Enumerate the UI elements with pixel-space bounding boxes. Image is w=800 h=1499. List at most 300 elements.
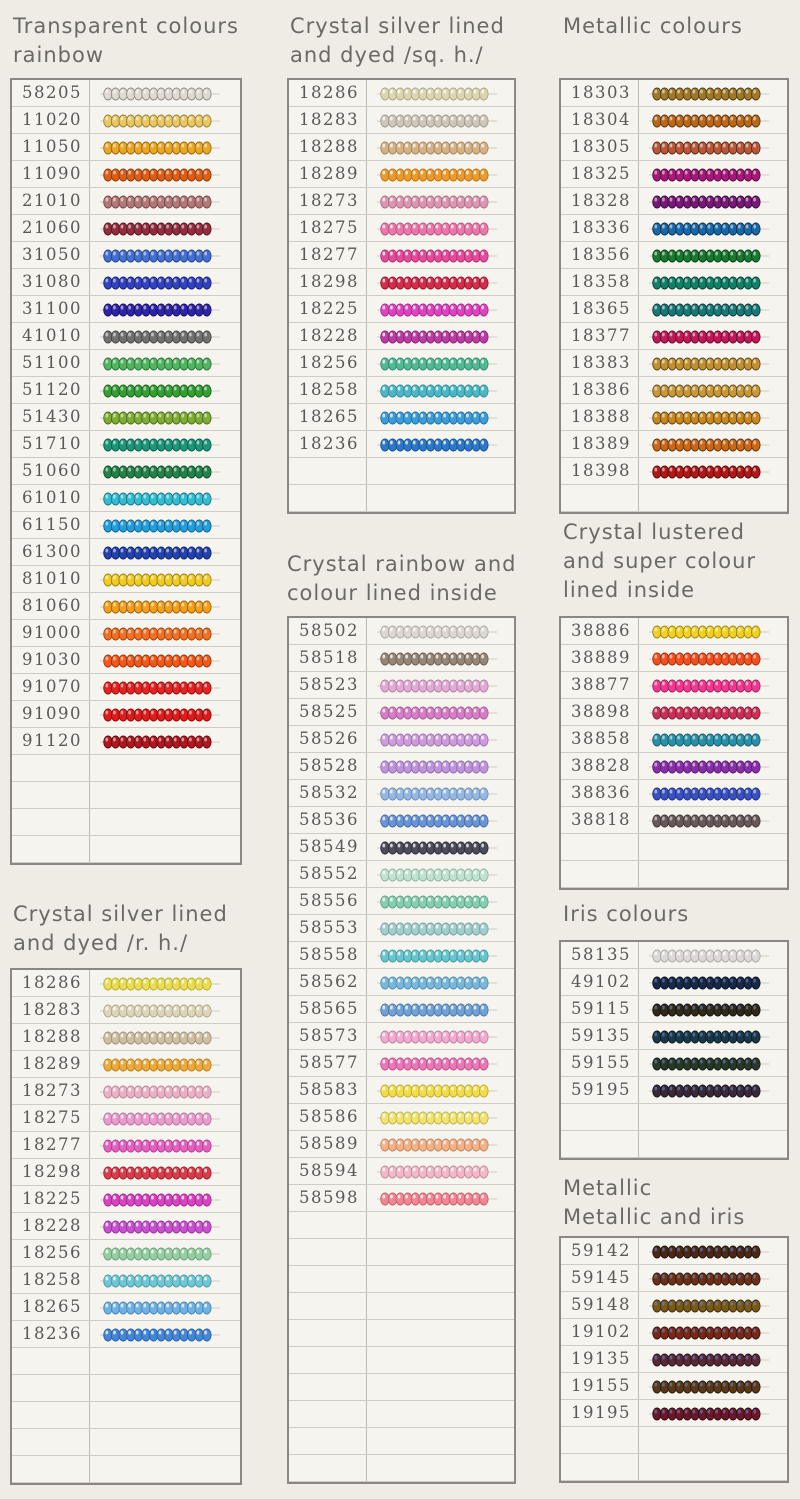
color-code bbox=[561, 1131, 639, 1157]
color-code bbox=[289, 1212, 367, 1238]
color-table bbox=[559, 940, 789, 1160]
bead-sample bbox=[367, 323, 514, 349]
color-row bbox=[12, 1078, 240, 1105]
color-code: 58518 bbox=[289, 645, 367, 671]
color-row bbox=[561, 188, 787, 215]
color-table bbox=[287, 616, 516, 1484]
color-row bbox=[12, 242, 240, 269]
bead-strand-swatch bbox=[377, 1056, 497, 1072]
color-code: 18303 bbox=[561, 80, 639, 106]
bead-sample bbox=[367, 1023, 514, 1049]
bead-sample bbox=[90, 809, 240, 835]
bead-sample bbox=[639, 350, 787, 376]
color-code bbox=[289, 1428, 367, 1454]
bead-strand-swatch bbox=[377, 705, 497, 721]
bead-strand-swatch bbox=[377, 759, 497, 775]
bead-strand-swatch bbox=[649, 1325, 769, 1341]
bead-strand-swatch bbox=[100, 1138, 220, 1154]
color-code bbox=[289, 458, 367, 484]
color-row bbox=[289, 323, 514, 350]
bead-strand-swatch bbox=[100, 1273, 220, 1289]
color-row bbox=[561, 134, 787, 161]
bead-sample bbox=[367, 1212, 514, 1238]
color-code: 61010 bbox=[12, 485, 90, 511]
color-code: 91000 bbox=[12, 620, 90, 646]
bead-strand-swatch bbox=[377, 410, 497, 426]
bead-sample bbox=[367, 1131, 514, 1157]
color-row bbox=[561, 1077, 787, 1104]
section-title bbox=[13, 900, 242, 958]
bead-strand-swatch bbox=[100, 734, 220, 750]
bead-sample bbox=[90, 1375, 240, 1401]
bead-sample bbox=[367, 969, 514, 995]
color-code: 19102 bbox=[561, 1319, 639, 1345]
bead-strand-swatch bbox=[649, 1002, 769, 1018]
color-code bbox=[289, 485, 367, 511]
section-title bbox=[287, 550, 516, 608]
bead-sample bbox=[367, 1077, 514, 1103]
color-code bbox=[289, 1401, 367, 1427]
color-code: 18277 bbox=[289, 242, 367, 268]
bead-strand-swatch bbox=[377, 437, 497, 453]
empty-row bbox=[12, 1429, 240, 1456]
bead-sample bbox=[639, 1427, 787, 1453]
color-code: 19135 bbox=[561, 1346, 639, 1372]
color-code bbox=[12, 1348, 90, 1374]
color-code: 59155 bbox=[561, 1050, 639, 1076]
bead-sample bbox=[639, 699, 787, 725]
color-code: 58562 bbox=[289, 969, 367, 995]
bead-sample bbox=[639, 188, 787, 214]
color-row bbox=[289, 269, 514, 296]
color-code: 59135 bbox=[561, 1023, 639, 1049]
title-line: and dyed /sq. h./ bbox=[290, 43, 484, 67]
bead-strand-swatch bbox=[649, 383, 769, 399]
bead-sample bbox=[639, 1023, 787, 1049]
color-code: 58583 bbox=[289, 1077, 367, 1103]
color-row bbox=[561, 377, 787, 404]
bead-sample bbox=[367, 996, 514, 1022]
bead-strand-swatch bbox=[100, 518, 220, 534]
bead-sample bbox=[90, 134, 240, 160]
color-code bbox=[12, 1375, 90, 1401]
color-code: 61300 bbox=[12, 539, 90, 565]
color-table bbox=[559, 78, 789, 514]
bead-sample bbox=[367, 242, 514, 268]
bead-strand-swatch bbox=[377, 948, 497, 964]
bead-strand-swatch bbox=[649, 329, 769, 345]
bead-strand-swatch bbox=[649, 1271, 769, 1287]
color-row bbox=[561, 161, 787, 188]
color-row bbox=[561, 942, 787, 969]
color-code: 11020 bbox=[12, 107, 90, 133]
bead-sample bbox=[639, 377, 787, 403]
bead-sample bbox=[367, 1185, 514, 1211]
color-code bbox=[12, 1456, 90, 1482]
color-row bbox=[289, 753, 514, 780]
color-row bbox=[289, 80, 514, 107]
color-code: 18256 bbox=[289, 350, 367, 376]
color-row bbox=[561, 323, 787, 350]
bead-strand-swatch bbox=[377, 86, 497, 102]
color-code: 18328 bbox=[561, 188, 639, 214]
bead-sample bbox=[90, 269, 240, 295]
color-code: 58556 bbox=[289, 888, 367, 914]
color-row bbox=[12, 1051, 240, 1078]
color-code: 18256 bbox=[12, 1240, 90, 1266]
color-row bbox=[12, 1213, 240, 1240]
bead-sample bbox=[367, 834, 514, 860]
color-code: 21060 bbox=[12, 215, 90, 241]
color-row bbox=[289, 1185, 514, 1212]
color-row bbox=[289, 699, 514, 726]
bead-strand-swatch bbox=[100, 167, 220, 183]
bead-sample bbox=[90, 647, 240, 673]
bead-strand-swatch bbox=[649, 1056, 769, 1072]
bead-sample bbox=[367, 1050, 514, 1076]
empty-row bbox=[12, 1402, 240, 1429]
bead-sample bbox=[90, 80, 240, 106]
empty-row bbox=[289, 1320, 514, 1347]
color-code: 58135 bbox=[561, 942, 639, 968]
color-row bbox=[12, 1240, 240, 1267]
bead-sample bbox=[639, 807, 787, 833]
bead-strand-swatch bbox=[377, 113, 497, 129]
color-code: 18283 bbox=[289, 107, 367, 133]
color-table bbox=[10, 78, 242, 865]
color-code: 51120 bbox=[12, 377, 90, 403]
bead-sample bbox=[367, 1428, 514, 1454]
bead-strand-swatch bbox=[649, 140, 769, 156]
color-code: 58573 bbox=[289, 1023, 367, 1049]
color-code: 18275 bbox=[289, 215, 367, 241]
bead-sample bbox=[90, 431, 240, 457]
color-row bbox=[289, 431, 514, 458]
color-row bbox=[561, 1050, 787, 1077]
color-row bbox=[12, 215, 240, 242]
bead-sample bbox=[367, 1104, 514, 1130]
bead-strand-swatch bbox=[649, 464, 769, 480]
color-row bbox=[289, 726, 514, 753]
color-code: 59142 bbox=[561, 1238, 639, 1264]
bead-strand-swatch bbox=[377, 786, 497, 802]
bead-strand-swatch bbox=[649, 1379, 769, 1395]
bead-sample bbox=[639, 323, 787, 349]
bead-strand-swatch bbox=[377, 921, 497, 937]
bead-sample bbox=[367, 726, 514, 752]
color-code: 49102 bbox=[561, 969, 639, 995]
bead-strand-swatch bbox=[100, 1057, 220, 1073]
color-code: 18298 bbox=[12, 1159, 90, 1185]
color-code: 11050 bbox=[12, 134, 90, 160]
title-line: Metallic colours bbox=[563, 14, 743, 38]
color-row bbox=[12, 269, 240, 296]
title-line: Crystal lustered bbox=[563, 520, 745, 544]
color-row bbox=[289, 645, 514, 672]
bead-sample bbox=[367, 699, 514, 725]
bead-sample bbox=[639, 996, 787, 1022]
color-code: 38889 bbox=[561, 645, 639, 671]
bead-sample bbox=[90, 836, 240, 862]
bead-strand-swatch bbox=[377, 383, 497, 399]
color-row bbox=[12, 997, 240, 1024]
color-row bbox=[561, 1373, 787, 1400]
section-title bbox=[13, 12, 242, 70]
color-code bbox=[561, 834, 639, 860]
bead-strand-swatch bbox=[377, 1002, 497, 1018]
bead-strand-swatch bbox=[100, 1219, 220, 1235]
color-code: 58526 bbox=[289, 726, 367, 752]
bead-strand-swatch bbox=[649, 194, 769, 210]
color-code: 58528 bbox=[289, 753, 367, 779]
bead-sample bbox=[639, 431, 787, 457]
bead-strand-swatch bbox=[649, 975, 769, 991]
bead-sample bbox=[639, 753, 787, 779]
color-code: 18275 bbox=[12, 1105, 90, 1131]
empty-row bbox=[561, 1454, 787, 1481]
empty-row bbox=[289, 1401, 514, 1428]
bead-strand-swatch bbox=[100, 1192, 220, 1208]
color-row bbox=[289, 1050, 514, 1077]
color-code: 18298 bbox=[289, 269, 367, 295]
color-row bbox=[12, 404, 240, 431]
bead-sample bbox=[90, 566, 240, 592]
bead-sample bbox=[90, 161, 240, 187]
bead-strand-swatch bbox=[100, 1327, 220, 1343]
color-code: 18336 bbox=[561, 215, 639, 241]
color-row bbox=[289, 1104, 514, 1131]
bead-strand-swatch bbox=[377, 329, 497, 345]
bead-sample bbox=[90, 997, 240, 1023]
color-code: 38898 bbox=[561, 699, 639, 725]
color-code: 38828 bbox=[561, 753, 639, 779]
color-code: 18289 bbox=[289, 161, 367, 187]
color-code: 31100 bbox=[12, 296, 90, 322]
title-line: rainbow bbox=[13, 43, 104, 67]
bead-strand-swatch bbox=[649, 948, 769, 964]
color-row bbox=[561, 404, 787, 431]
bead-strand-swatch bbox=[100, 302, 220, 318]
color-code: 41010 bbox=[12, 323, 90, 349]
bead-strand-swatch bbox=[649, 705, 769, 721]
empty-row bbox=[561, 834, 787, 861]
empty-row bbox=[12, 1456, 240, 1483]
color-code bbox=[289, 1239, 367, 1265]
bead-strand-swatch bbox=[649, 651, 769, 667]
bead-strand-swatch bbox=[649, 624, 769, 640]
color-row bbox=[289, 915, 514, 942]
bead-strand-swatch bbox=[377, 302, 497, 318]
color-code: 91090 bbox=[12, 701, 90, 727]
bead-strand-swatch bbox=[377, 651, 497, 667]
section-title bbox=[563, 900, 789, 929]
color-code: 58502 bbox=[289, 618, 367, 644]
bead-strand-swatch bbox=[100, 1300, 220, 1316]
color-row bbox=[12, 80, 240, 107]
color-code: 38818 bbox=[561, 807, 639, 833]
color-code bbox=[561, 861, 639, 887]
color-code bbox=[289, 1455, 367, 1481]
bead-sample bbox=[90, 1321, 240, 1347]
color-code: 18358 bbox=[561, 269, 639, 295]
bead-strand-swatch bbox=[100, 464, 220, 480]
bead-sample bbox=[367, 753, 514, 779]
color-row bbox=[561, 80, 787, 107]
color-row bbox=[12, 458, 240, 485]
bead-strand-swatch bbox=[100, 572, 220, 588]
bead-sample bbox=[367, 780, 514, 806]
bead-strand-swatch bbox=[649, 1029, 769, 1045]
color-code bbox=[561, 485, 639, 511]
title-line: lined inside bbox=[563, 578, 696, 602]
color-row bbox=[289, 350, 514, 377]
bead-sample bbox=[639, 1373, 787, 1399]
color-row bbox=[12, 1024, 240, 1051]
bead-sample bbox=[90, 1294, 240, 1320]
bead-strand-swatch bbox=[100, 545, 220, 561]
color-row bbox=[12, 134, 240, 161]
bead-sample bbox=[367, 1158, 514, 1184]
bead-sample bbox=[90, 539, 240, 565]
color-code: 18225 bbox=[289, 296, 367, 322]
bead-sample bbox=[367, 107, 514, 133]
color-code: 58594 bbox=[289, 1158, 367, 1184]
section-title bbox=[290, 12, 516, 70]
empty-row bbox=[289, 1293, 514, 1320]
bead-strand-swatch bbox=[649, 1244, 769, 1260]
color-code: 91120 bbox=[12, 728, 90, 754]
bead-sample bbox=[90, 1159, 240, 1185]
bead-sample bbox=[90, 1024, 240, 1050]
color-code bbox=[289, 1374, 367, 1400]
color-code: 91070 bbox=[12, 674, 90, 700]
bead-strand-swatch bbox=[100, 194, 220, 210]
color-code: 58586 bbox=[289, 1104, 367, 1130]
color-code: 18289 bbox=[12, 1051, 90, 1077]
bead-sample bbox=[90, 1267, 240, 1293]
color-row bbox=[561, 107, 787, 134]
color-code: 18304 bbox=[561, 107, 639, 133]
color-code: 18265 bbox=[12, 1294, 90, 1320]
color-row bbox=[12, 1294, 240, 1321]
color-row bbox=[561, 780, 787, 807]
empty-row bbox=[12, 782, 240, 809]
color-code: 58565 bbox=[289, 996, 367, 1022]
bead-strand-swatch bbox=[100, 976, 220, 992]
bead-sample bbox=[90, 350, 240, 376]
bead-sample bbox=[90, 1186, 240, 1212]
color-code: 58523 bbox=[289, 672, 367, 698]
bead-strand-swatch bbox=[377, 975, 497, 991]
color-code: 38858 bbox=[561, 726, 639, 752]
bead-sample bbox=[90, 1456, 240, 1482]
color-code: 18305 bbox=[561, 134, 639, 160]
bead-strand-swatch bbox=[649, 437, 769, 453]
empty-row bbox=[289, 1455, 514, 1482]
color-row bbox=[12, 1132, 240, 1159]
color-code: 58552 bbox=[289, 861, 367, 887]
empty-row bbox=[289, 485, 514, 512]
color-code: 51430 bbox=[12, 404, 90, 430]
title-line: and super colour bbox=[563, 549, 757, 573]
bead-strand-swatch bbox=[377, 140, 497, 156]
bead-strand-swatch bbox=[100, 221, 220, 237]
bead-sample bbox=[90, 1105, 240, 1131]
bead-sample bbox=[367, 1293, 514, 1319]
bead-strand-swatch bbox=[377, 1083, 497, 1099]
empty-row bbox=[561, 1131, 787, 1158]
color-row bbox=[561, 1319, 787, 1346]
color-code: 18398 bbox=[561, 458, 639, 484]
bead-sample bbox=[90, 1051, 240, 1077]
color-code: 61150 bbox=[12, 512, 90, 538]
color-code: 19195 bbox=[561, 1400, 639, 1426]
color-row bbox=[12, 539, 240, 566]
color-row bbox=[289, 242, 514, 269]
title-line: Metallic and iris bbox=[563, 1205, 746, 1229]
bead-sample bbox=[639, 107, 787, 133]
color-code bbox=[12, 809, 90, 835]
empty-row bbox=[12, 809, 240, 836]
title-line: Metallic bbox=[563, 1176, 653, 1200]
color-row bbox=[12, 323, 240, 350]
bead-strand-swatch bbox=[377, 167, 497, 183]
color-row bbox=[561, 726, 787, 753]
color-row bbox=[12, 620, 240, 647]
color-code: 59145 bbox=[561, 1265, 639, 1291]
bead-strand-swatch bbox=[100, 437, 220, 453]
bead-sample bbox=[90, 377, 240, 403]
bead-sample bbox=[639, 458, 787, 484]
bead-sample bbox=[90, 620, 240, 646]
bead-strand-swatch bbox=[100, 329, 220, 345]
color-row bbox=[289, 942, 514, 969]
color-code: 59148 bbox=[561, 1292, 639, 1318]
color-code: 59115 bbox=[561, 996, 639, 1022]
bead-sample bbox=[639, 1319, 787, 1345]
bead-sample bbox=[639, 1346, 787, 1372]
color-code: 18258 bbox=[12, 1267, 90, 1293]
color-table bbox=[559, 616, 789, 890]
color-code: 18365 bbox=[561, 296, 639, 322]
color-row bbox=[12, 296, 240, 323]
bead-sample bbox=[639, 780, 787, 806]
color-code: 58532 bbox=[289, 780, 367, 806]
color-row bbox=[561, 672, 787, 699]
color-code: 58525 bbox=[289, 699, 367, 725]
bead-strand-swatch bbox=[100, 1246, 220, 1262]
color-code: 51100 bbox=[12, 350, 90, 376]
bead-sample bbox=[367, 80, 514, 106]
color-row bbox=[12, 161, 240, 188]
color-code: 18265 bbox=[289, 404, 367, 430]
bead-strand-swatch bbox=[377, 624, 497, 640]
color-row bbox=[12, 512, 240, 539]
color-table bbox=[559, 1236, 789, 1483]
color-row bbox=[289, 296, 514, 323]
title-line: Crystal rainbow and bbox=[287, 552, 517, 576]
color-row bbox=[561, 1023, 787, 1050]
color-code: 58558 bbox=[289, 942, 367, 968]
bead-sample bbox=[367, 377, 514, 403]
color-code: 51060 bbox=[12, 458, 90, 484]
empty-row bbox=[12, 836, 240, 863]
color-code: 18228 bbox=[289, 323, 367, 349]
color-code: 38886 bbox=[561, 618, 639, 644]
color-code: 18228 bbox=[12, 1213, 90, 1239]
color-row bbox=[289, 807, 514, 834]
color-code: 18377 bbox=[561, 323, 639, 349]
